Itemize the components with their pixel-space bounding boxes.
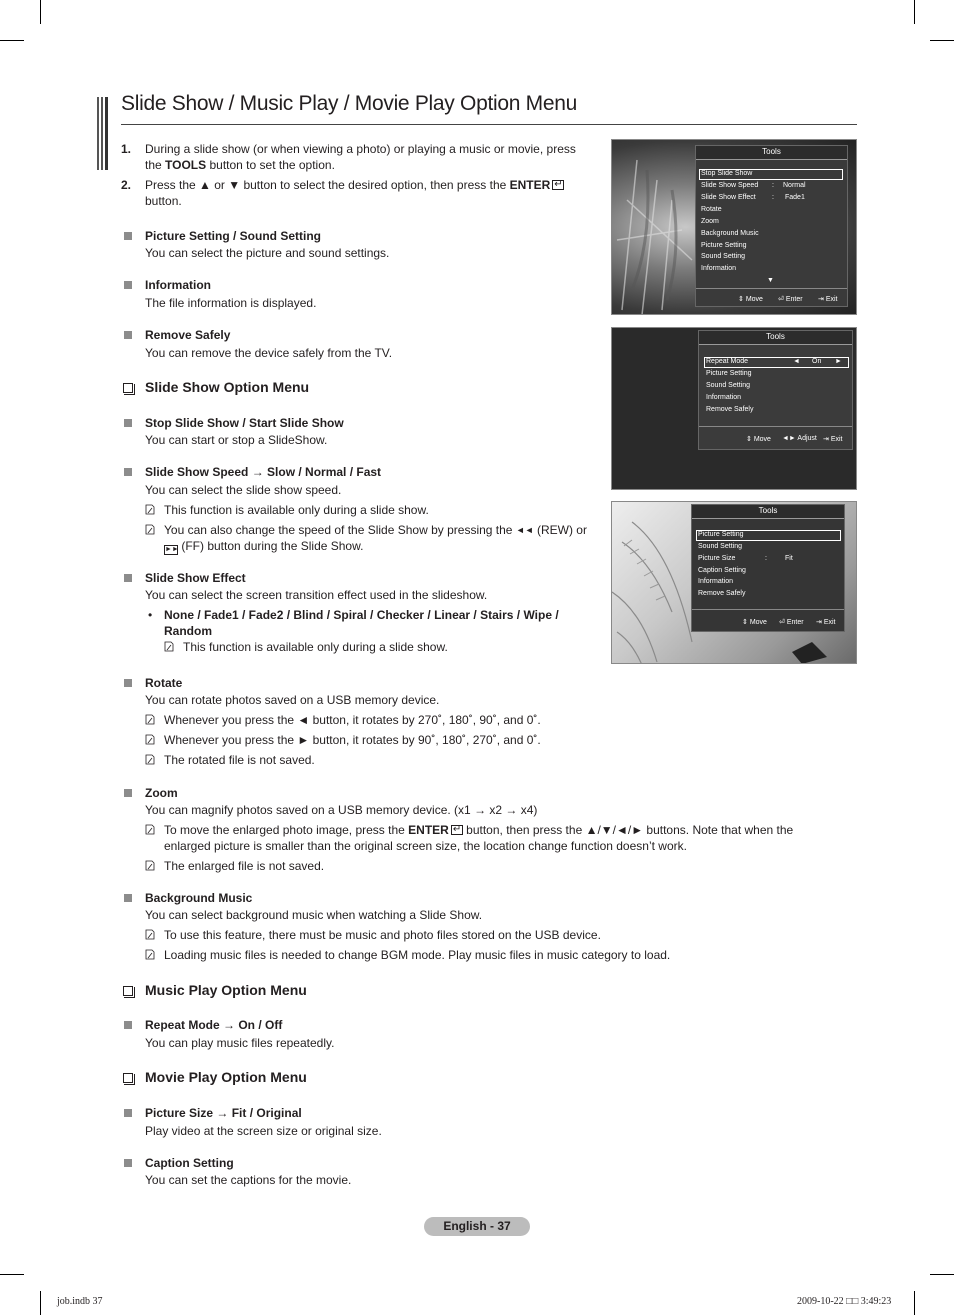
footer-hint: ⇕ Move (738, 296, 763, 303)
step-number: 2. (121, 178, 132, 192)
tools-panel (698, 330, 853, 450)
panel-divider (699, 426, 852, 427)
menu-item[interactable]: Slide Show Speed (701, 182, 759, 189)
menu-item[interactable]: Remove Safely (698, 590, 746, 597)
item-heading: Picture Size → Fit / Original (145, 1106, 302, 1120)
item-heading: Background Music (145, 891, 253, 905)
note-text: To use this feature, there must be music and photo files stored on the USB device. (164, 928, 601, 942)
item-heading: Slide Show Speed → Slow / Normal / Fast (145, 465, 382, 479)
note-text: The enlarged file is not saved. (164, 859, 325, 873)
crop-mark (40, 1291, 41, 1315)
menu-item[interactable]: Repeat Mode (706, 358, 749, 365)
note-text: Whenever you press the ► button, it rotates by 90˚, 180˚, 270˚, and 0˚. (164, 733, 541, 747)
bullet-square (124, 331, 132, 339)
item-desc: You can magnify photos saved on a USB memory device. (x1 → x2 → x4) (145, 803, 538, 817)
footer-hint: ⇕ Move (746, 436, 771, 443)
footer-file: job.indb 37 (57, 1296, 103, 1307)
note-icon (145, 714, 155, 725)
item-desc: You can select the picture and sound settings. (145, 246, 390, 260)
screenshot-music-tools (611, 327, 857, 490)
tools-panel (695, 145, 848, 307)
footer-hint: ⏎ Enter (778, 296, 803, 303)
panel-divider (696, 288, 847, 289)
footer-timestamp: 2009-10-22 □□ 3:49:23 (797, 1296, 892, 1307)
footer-hint: ⇥ Exit (818, 296, 838, 303)
bullet-square (124, 1021, 132, 1029)
enter-icon (552, 180, 564, 190)
bullet-square (124, 281, 132, 289)
ff-icon: ►► (165, 546, 179, 553)
menu-item[interactable]: Slide Show Effect (701, 194, 756, 201)
right-arrow-icon[interactable]: ► (835, 358, 842, 365)
tools-title: Tools (699, 331, 852, 345)
item-desc: You can play music files repeatedly. (145, 1036, 335, 1050)
section-heading: Movie Play Option Menu (145, 1069, 307, 1085)
screenshot-slideshow-tools (611, 139, 857, 315)
note-text: This function is available only during a slide show. (183, 640, 448, 654)
screenshot-movie-tools (611, 501, 857, 664)
item-heading: Zoom (145, 786, 178, 800)
tools-title: Tools (696, 146, 847, 160)
note-text: You can also change the speed of the Slide Show by pressing the ◄◄ (REW) or ►► (FF) button during the Slide Show. (164, 523, 587, 553)
bullet-dot: • (148, 608, 153, 622)
crop-mark (0, 1274, 24, 1275)
bullet-square (124, 419, 132, 427)
bullet-square (124, 679, 132, 687)
bullet-square (124, 1159, 132, 1167)
item-heading: Repeat Mode → On / Off (145, 1018, 283, 1032)
menu-item[interactable]: Picture Setting (701, 242, 747, 249)
item-desc: You can set the captions for the movie. (145, 1173, 352, 1187)
note-icon (145, 754, 155, 765)
note-icon (145, 949, 155, 960)
crop-mark (914, 0, 915, 24)
menu-item[interactable]: Picture Setting (706, 370, 752, 377)
menu-item[interactable]: Picture Size (698, 555, 736, 562)
footer-hint: ⇥ Exit (823, 436, 843, 443)
item-desc: You can start or stop a SlideShow. (145, 433, 328, 447)
item-desc: You can remove the device safely from the TV. (145, 346, 393, 360)
title-accent-bars (97, 97, 109, 170)
bullet-square (124, 574, 132, 582)
section-heading: Slide Show Option Menu (145, 379, 310, 395)
menu-item[interactable]: Stop Slide Show (701, 170, 753, 177)
menu-value: Normal (783, 182, 806, 189)
item-heading: Remove Safely (145, 328, 231, 342)
menu-value: Fade1 (785, 194, 805, 201)
menu-item[interactable]: Information (701, 265, 737, 272)
footer-hint: ⇥ Exit (816, 619, 836, 626)
step-2-text: Press the ▲ or ▼ button to select the desired option, then press the ENTER↵ button. (145, 177, 585, 209)
menu-item[interactable]: Information (698, 578, 734, 585)
footer-hint: ⇕ Move (742, 619, 767, 626)
enter-icon (451, 825, 463, 835)
step-number: 1. (121, 142, 132, 156)
menu-item[interactable]: Picture Setting (698, 531, 744, 538)
crop-mark (914, 1291, 915, 1315)
note-text: The rotated file is not saved. (164, 753, 315, 767)
crop-mark (40, 0, 41, 24)
effect-list: None / Fade1 / Fade2 / Blind / Spiral / Checker / Linear / Stairs / Wipe / (164, 608, 559, 622)
menu-colon: : (772, 182, 774, 189)
note-icon (145, 734, 155, 745)
menu-item[interactable]: Information (706, 394, 742, 401)
bullet-square (124, 1109, 132, 1117)
footer-hint: ◄► Adjust (782, 435, 817, 442)
note-icon (145, 504, 155, 515)
page-title: Slide Show / Music Play / Movie Play Option Menu (121, 92, 577, 115)
menu-colon: : (765, 555, 767, 562)
item-desc: The file information is displayed. (145, 296, 317, 310)
left-arrow-icon[interactable]: ◄ (793, 358, 800, 365)
section-checkbox-icon (123, 986, 133, 996)
item-heading: Rotate (145, 676, 183, 690)
item-heading: Stop Slide Show / Start Slide Show (145, 416, 344, 430)
menu-item[interactable]: Caption Setting (698, 567, 746, 574)
note-text: Loading music files is needed to change BGM mode. Play music files in music category to load. (164, 948, 671, 962)
item-desc: You can select the slide show speed. (145, 483, 342, 497)
title-rule (121, 124, 857, 125)
menu-item[interactable]: Remove Safely (706, 406, 754, 413)
note-icon (145, 860, 155, 871)
menu-item[interactable]: Zoom (701, 218, 719, 225)
note-text: Whenever you press the ◄ button, it rotates by 270˚, 180˚, 90˚, and 0˚. (164, 713, 541, 727)
note-text: This function is available only during a slide show. (164, 503, 429, 517)
item-heading: Caption Setting (145, 1156, 234, 1170)
menu-item[interactable]: Sound Setting (698, 543, 742, 550)
item-desc: Play video at the screen size or original size. (145, 1124, 382, 1138)
scroll-down-icon[interactable]: ▼ (767, 277, 774, 284)
note-icon (164, 641, 174, 652)
footer-hint: ⏎ Enter (779, 619, 804, 626)
section-checkbox-icon (123, 1073, 133, 1083)
section-checkbox-icon (123, 383, 133, 393)
menu-item[interactable]: Sound Setting (706, 382, 750, 389)
item-heading: Picture Setting / Sound Setting (145, 229, 322, 243)
tools-title: Tools (692, 505, 844, 519)
step-1-text: During a slide show (or when viewing a photo) or playing a music or movie, press the TOOLS button to set the option. (145, 142, 576, 172)
rew-icon: ◄◄ (515, 525, 534, 535)
section-heading: Music Play Option Menu (145, 982, 307, 998)
note-icon (145, 824, 155, 835)
note-icon (145, 929, 155, 940)
note-text: To move the enlarged photo image, press the ENTER↵ button, then press the ▲/▼/◄/► buttons. Note that when the enlarged picture is smaller than the original screen size, the location change function doesn’t work. (164, 822, 824, 854)
crop-mark (930, 40, 954, 41)
photo-foliage (612, 140, 702, 315)
effect-list: Random (164, 624, 212, 638)
crop-mark (0, 40, 24, 41)
bullet-square (124, 468, 132, 476)
menu-colon: : (772, 194, 774, 201)
menu-item[interactable]: Background Music (701, 230, 759, 237)
note-icon (145, 524, 155, 535)
bullet-square (124, 232, 132, 240)
tools-panel (691, 504, 845, 632)
panel-divider (692, 609, 844, 610)
item-desc: You can select the screen transition effect used in the slideshow. (145, 588, 488, 602)
page-number-badge: English - 37 (424, 1217, 530, 1236)
menu-item[interactable]: Sound Setting (701, 253, 745, 260)
menu-value: Fit (785, 555, 793, 562)
menu-item[interactable]: Rotate (701, 206, 722, 213)
item-desc: You can rotate photos saved on a USB memory device. (145, 693, 440, 707)
item-heading: Slide Show Effect (145, 571, 246, 585)
menu-value: On (812, 358, 822, 365)
bullet-square (124, 894, 132, 902)
item-heading: Information (145, 278, 211, 292)
item-desc: You can select background music when watching a Slide Show. (145, 908, 483, 922)
crop-mark (930, 1274, 954, 1275)
bullet-square (124, 789, 132, 797)
